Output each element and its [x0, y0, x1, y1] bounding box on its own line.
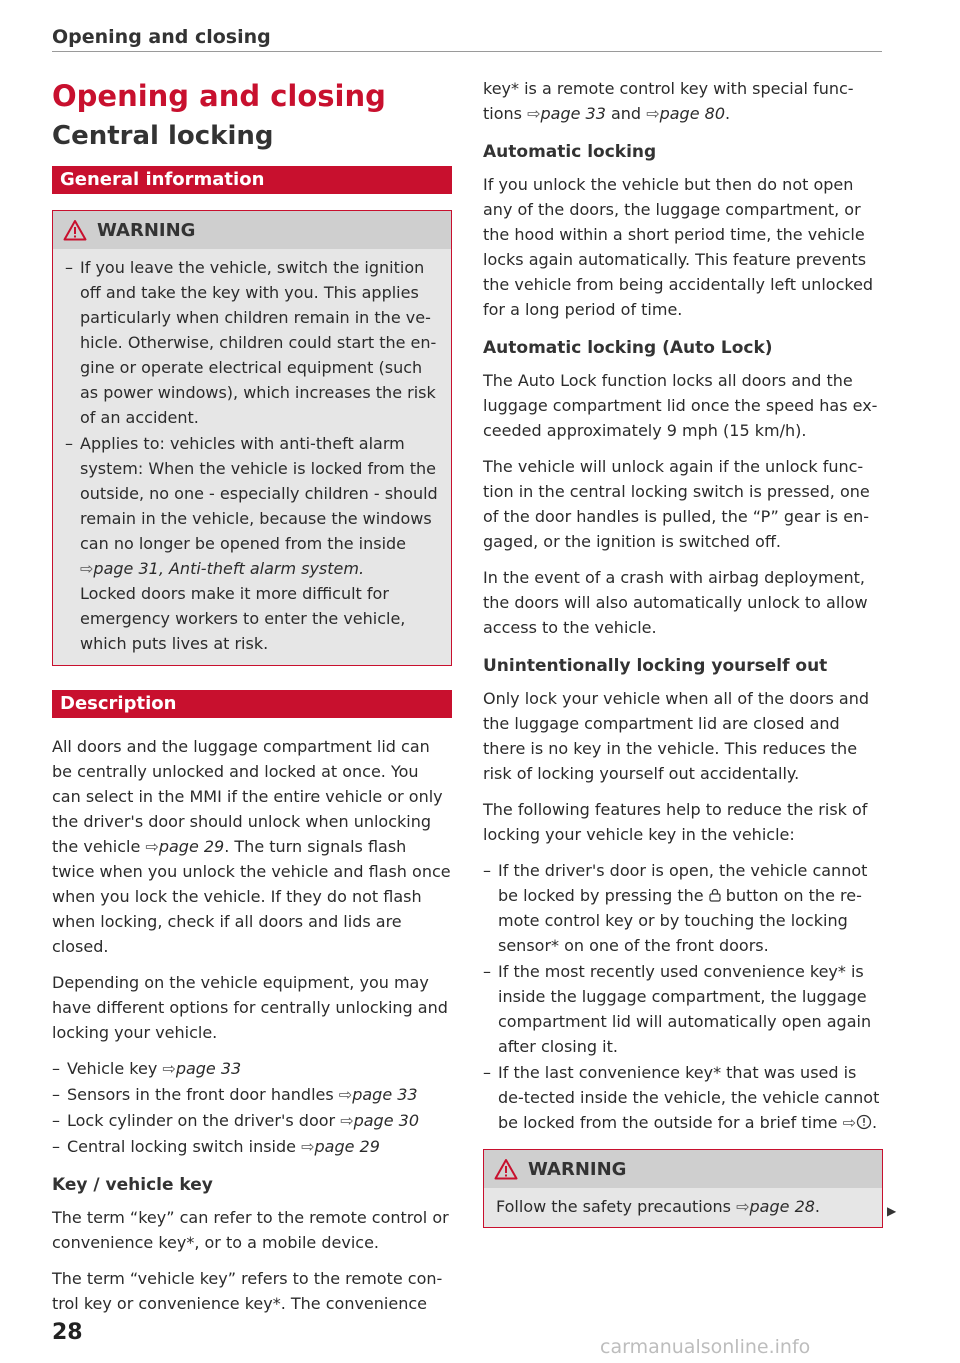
warning-heading: WARNING — [528, 1158, 627, 1180]
subheading: Key / vehicle key — [52, 1175, 213, 1195]
warning-body: Follow the safety precautions ⇨page 28. — [496, 1197, 821, 1216]
page-reference-link[interactable]: page 30 — [353, 1111, 419, 1130]
page-reference-link[interactable]: page 29 — [158, 837, 225, 856]
page-number: 28 — [52, 1320, 83, 1345]
list-item: – Vehicle key ⇨page 33 — [52, 1056, 452, 1081]
subheading: Unintentionally locking yourself out — [483, 656, 828, 676]
warning-header — [53, 211, 451, 249]
list-item: – Sensors in the front door handles ⇨page 33 — [52, 1082, 452, 1107]
warning-triangle-icon — [63, 219, 87, 241]
running-head: Opening and closing — [52, 26, 271, 48]
list-item: – If the most recently used convenience key* is inside the luggage compartment, the luggage compartment lid will automatically open again after closing it. — [483, 959, 883, 1059]
page-reference-link[interactable]: page 80 — [659, 104, 725, 123]
description-paragraph: All doors and the luggage compartment lid can be centrally unlocked and locked at once. You can select in the MMI if the entire vehicle or only the driver's door should unlock when unlocking the vehicle ⇨page 29. The turn signals flash twice when you unlock the vehicle and flash once when you lock the vehicle. If they do not flash when locking, check if all doors and lids are closed. — [52, 737, 451, 956]
warning-box-1 — [52, 210, 452, 666]
lockout-paragraph: Only lock your vehicle when all of the doors and the luggage compartment lid are closed and there is no key in the vehicle. This reduces the risk of locking yourself out accidentally. — [483, 689, 870, 783]
page-reference-link[interactable]: page 28 — [749, 1197, 815, 1216]
watermark: carmanualsonline.info — [600, 1336, 811, 1358]
warning-heading: WARNING — [97, 219, 196, 241]
warning-circle-icon[interactable] — [856, 1114, 872, 1130]
arrow-right-icon: ⇨ — [145, 837, 159, 856]
arrow-right-icon: ⇨ — [646, 104, 660, 123]
subheading: Automatic locking — [483, 142, 657, 162]
warning-body — [53, 249, 451, 665]
lockout-features-list — [483, 858, 883, 1135]
page-reference-link[interactable]: page 29 — [314, 1137, 380, 1156]
page-reference-link[interactable]: page 31, Anti-theft alarm system. — [93, 559, 365, 578]
auto-lock-paragraph: In the event of a crash with airbag deployment, the doors will also automatically unlock to allow access to the vehicle. — [483, 568, 868, 637]
lockout-paragraph: The following features help to reduce the risk of locking your vehicle key in the vehicle: — [483, 800, 868, 844]
right-column — [483, 72, 883, 1252]
page-reference-link[interactable]: page 33 — [540, 104, 606, 123]
warning-item: – If you leave the vehicle, switch the ignition off and take the key with you. This applies particularly when children remain in the ve-hicle. Otherwise, children could start the en-gine or operate electrical equipment (such as power windows), which increases the risk of an accident. — [65, 255, 439, 430]
description-bar: Description — [52, 690, 452, 718]
arrow-right-icon: ⇨ — [842, 1113, 856, 1132]
warning-triangle-icon — [494, 1158, 518, 1180]
list-item: – If the driver's door is open, the vehicle cannot be locked by pressing the button on the re-mote control key or by touching the locking sensor* on one of the front doors. — [483, 858, 883, 958]
arrow-right-icon: ⇨ — [301, 1137, 315, 1156]
continue-arrow-icon: ▶ — [887, 1204, 897, 1218]
header-rule — [52, 51, 882, 52]
warning-header — [484, 1150, 882, 1188]
lock-icon — [709, 888, 721, 902]
auto-locking-paragraph: If you unlock the vehicle but then do not open any of the doors, the luggage compartment, or the hood within a short period time, the vehicle locks again automatically. This feature prevents the vehicle from being accidentally left unlocked for a long period of time. — [483, 175, 874, 319]
list-item: – Central locking switch inside ⇨page 29 — [52, 1134, 452, 1159]
subheading: Automatic locking (Auto Lock) — [483, 338, 773, 358]
section-title: Central locking — [52, 121, 274, 151]
left-column — [52, 72, 452, 1327]
auto-lock-paragraph: The vehicle will unlock again if the unlock func-tion in the central locking switch is pressed, one of the door handles is pulled, the “P” gear is en-gaged, or the ignition is switched off. — [483, 457, 870, 551]
page-reference-link[interactable]: page 33 — [352, 1085, 418, 1104]
general-info-bar: General information — [52, 166, 452, 194]
description-paragraph: Depending on the vehicle equipment, you may have different options for centrally unlocking and locking your vehicle. — [52, 973, 448, 1042]
page-reference-link[interactable]: page 33 — [175, 1059, 242, 1078]
warning-item: – Applies to: vehicles with anti-theft alarm system: When the vehicle is locked from the outside, no one - especially children - should remain in the vehicle, because the windows can no longer be opened from the inside ⇨page 31, Anti-theft alarm system. Locked doors make it more difficult for emergency workers to enter the vehicle, which puts lives at risk. — [65, 431, 439, 656]
key-paragraph: The term “vehicle key” refers to the remote con-trol key or convenience key*. The convenience — [52, 1269, 443, 1313]
arrow-right-icon: ⇨ — [338, 1085, 353, 1104]
auto-lock-paragraph: The Auto Lock function locks all doors and the luggage compartment lid once the speed has ex-ceeded approximately 9 mph (15 km/h). — [483, 371, 878, 440]
arrow-right-icon: ⇨ — [340, 1111, 354, 1130]
list-item: – Lock cylinder on the driver's door ⇨page 30 — [52, 1108, 452, 1133]
arrow-right-icon: ⇨ — [80, 559, 94, 578]
arrow-right-icon: ⇨ — [162, 1059, 176, 1078]
warning-tail: Locked doors make it more difficult for emergency workers to enter the vehicle, which puts lives at risk. — [80, 584, 406, 653]
key-paragraph-continued: key* is a remote control key with special func-tions ⇨page 33 and ⇨page 80. — [483, 79, 854, 123]
locking-options-list — [52, 1056, 452, 1159]
warning-box-2 — [483, 1149, 883, 1228]
page-title: Opening and closing — [52, 79, 386, 113]
arrow-right-icon: ⇨ — [736, 1197, 750, 1216]
list-item: – If the last convenience key* that was used is de-tected inside the vehicle, the vehicle cannot be locked from the outside for a brief time ⇨ . — [483, 1060, 883, 1135]
key-paragraph: The term “key” can refer to the remote control or convenience key*, or to a mobile device. — [52, 1208, 449, 1252]
arrow-right-icon: ⇨ — [527, 104, 541, 123]
